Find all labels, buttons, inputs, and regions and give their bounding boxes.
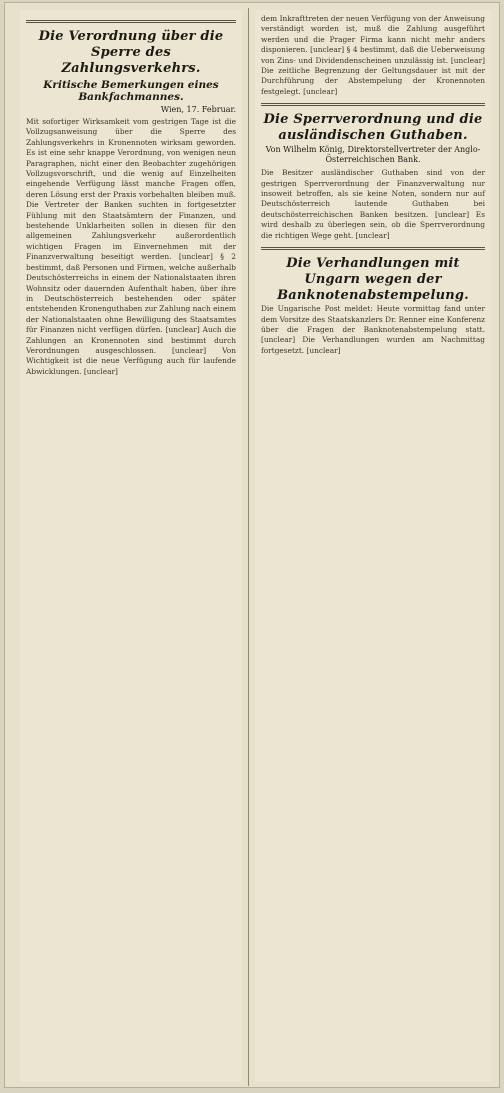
section-rule — [261, 103, 485, 106]
continued-body: dem Inkrafttreten der neuen Verfügung von der Anweisung verständigt worden ist, muß die Zahlung ausgeführt werden und die Prager Firma kann nicht mehr anders disponieren. [unclear] § 4 bestimmt, daß die Ueberweisung von Zins- und Dividendenscheinen unzulässig ist. [unclear] Die zeitliche Begrenzung der Geltungsdauer ist mit der Durchführung der Abstempelung der Kronennoten festgelegt. [unclear] — [261, 14, 485, 96]
article2-byline: Von Wilhelm König, Direktorstellvertreter der Anglo-Österreichischen Bank. — [265, 145, 481, 165]
section-rule-2 — [261, 247, 485, 250]
article-body: Mit sofortiger Wirksamkeit vom gestrigen Tage ist die Vollzugsanweisung über die Sperre des Zahlungsverkehrs in Kronennoten wirksam geworden. Es ist eine sehr knappe Verordnung, von wenigen neun Paragraphen, nicht einer den Beobachter zugehörigen Vollzugsvorschrift, und die wenig auf Einzelheiten eingehende Verfügung lässt manche Fragen offen, deren Lösung erst der Praxis vorbehalten bleiben muß. Die Vertreter der Banken suchten in fortgesetzter Fühlung mit den Staatsämtern der Finanzen, und bestehende Unklarheiten sollen in diesen für den allgemeinen Zahlungsverkehr außerordentlich wichtigen Fragen im Einvernehmen mit der Finanzverwaltung beseitigt werden. [unclear] § 2 bestimmt, daß Personen und Firmen, welche außerhalb Deutschösterreichs in einem der Nationalstaaten ihren Wohnsitz oder dauernden Aufenthalt haben, über ihre in Deutschösterreich bestehenden oder später entstehenden Kronenguthaben zur Zahlung nach einem der Nationalstaaten ohne Bewilligung des Staatsamtes für Finanzen nicht verfügen dürfen. [unclear] Auch die Zahlungen an Kronennoten sind bestimmt durch Verordnungen ausgeschlossen. [unclear] Von Wichtigkeit ist die neue Verfügung auch für laufende Abwicklungen. [unclear] — [26, 117, 236, 376]
article-subtitle: Kritische Bemerkungen eines Bankfachmannes. — [43, 79, 219, 103]
left-column — [20, 10, 242, 1082]
title-rule — [26, 20, 236, 23]
newspaper-clipping — [4, 2, 500, 1088]
column-divider — [248, 8, 249, 1086]
right-column — [255, 10, 491, 1082]
article3-body: Die Ungarische Post meldet: Heute vormittag fand unter dem Vorsitze des Staatskanzlers Dr. Renner eine Konferenz über die Fragen der Banknotenabstempelung statt. [unclear] Die Verhandlungen wurden am Nachmittag fortgesetzt. [unclear] — [261, 304, 485, 355]
article2-body: Die Besitzer ausländischer Guthaben sind von der gestrigen Sperrverordnung der Finanzverwaltung nur insoweit betroffen, als sie keine Noten, sondern nur auf Deutschösterreich lautende Guthaben bei deutschösterreichischen Banken besitzen. [unclear] Es wird deshalb zu überlegen sein, ob die Sperrverordnung die richtigen Wege geht. [unclear] — [261, 168, 485, 240]
article2-title: Die Sperrverordnung und die ausländischen Guthaben. — [263, 112, 483, 144]
article-title: Die Verordnung über die Sperre des Zahlungsverkehrs. — [38, 29, 224, 76]
article3-title: Die Verhandlungen mit Ungarn wegen der Banknotenabstempelung. — [277, 256, 469, 304]
dateline: Wien, 17. Februar. — [160, 105, 236, 114]
